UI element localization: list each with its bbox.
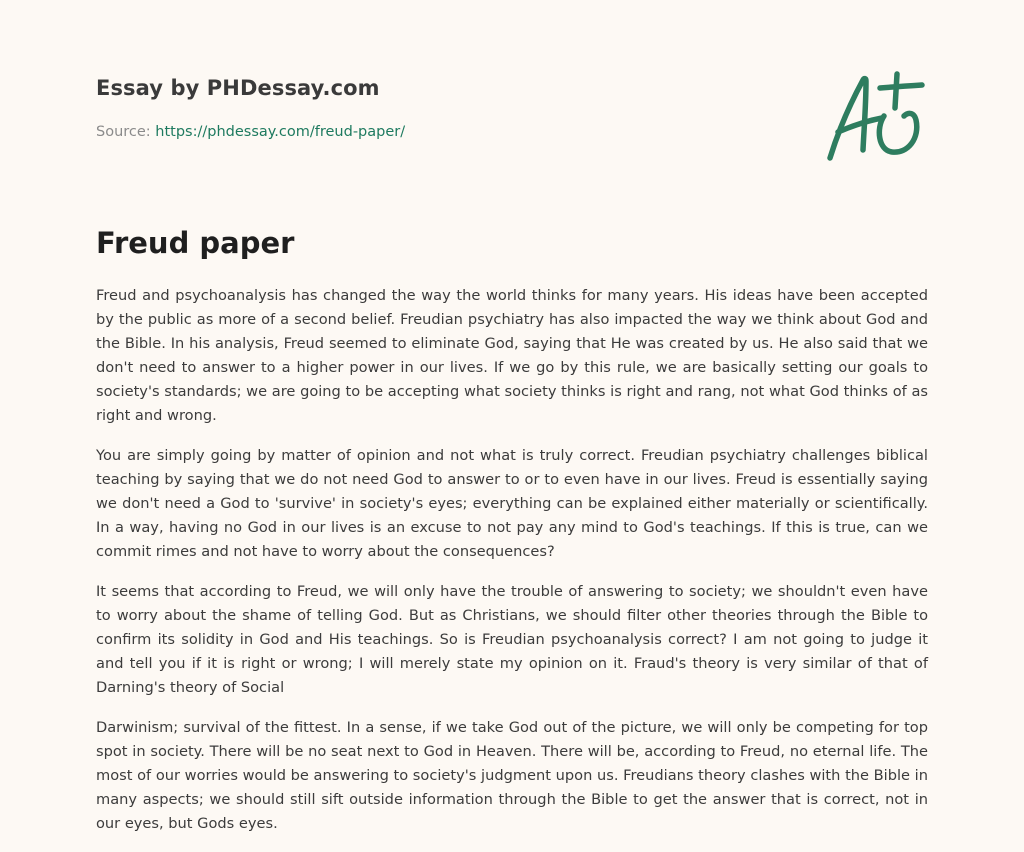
site-brand: Essay by PHDessay.com [96,76,380,100]
article-title: Freud paper [96,226,295,260]
source-label: Source: [96,124,151,140]
a-plus-logo-icon [820,66,928,166]
source-link[interactable]: https://phdessay.com/freud-paper/ [155,124,406,140]
article-body [96,284,928,852]
paragraph: Darwinism; survival of the fittest. In a sense, if we take God out of the picture, we will only be competing for top spot in society. There will be no seat next to God in Heaven. There will be, according to Freud, no eternal life. The most of our worries would be answering to society's judgment upon us. Freudians theory clashes with the Bible in many aspects; we should still sift outside information through the Bible to get the answer that is correct, not in our eyes, but Gods eyes. [96,719,928,832]
paragraph: Freud and psychoanalysis has changed the way the world thinks for many years. His ideas have been accepted by the public as more of a second belief. Freudian psychiatry has also impacted the way we think about God and the Bible. In his analysis, Freud seemed to eliminate God, saying that He was created by us. He also said that we don't need to answer to a higher power in our lives. If we go by this rule, we are basically setting our goals to society's standards; we are going to be accepting what society thinks is right and rang, not what God thinks of as right and wrong. [96,287,928,424]
paragraph: It seems that according to Freud, we will only have the trouble of answering to society; we shouldn't even have to worry about the shame of telling God. But as Christians, we should filter other theories through the Bible to confirm its solidity in God and His teachings. So is Freudian psychoanalysis correct? I am not going to judge it and tell you if it is right or wrong; I will merely state my opinion on it. Fraud's theory is very similar of that of Darning's theory of Social [96,583,928,696]
paragraph: You are simply going by matter of opinion and not what is truly correct. Freudian psychiatry challenges biblical teaching by saying that we do not need God to answer to or to even have in our lives. Freud is essentially saying we don't need a God to 'survive' in society's eyes; everything can be explained either materially or scientifically. In a way, having no God in our lives is an excuse to not pay any mind to God's teachings. If this is true, can we commit rimes and not have to worry about the consequences? [96,447,928,560]
source-line [96,124,405,140]
